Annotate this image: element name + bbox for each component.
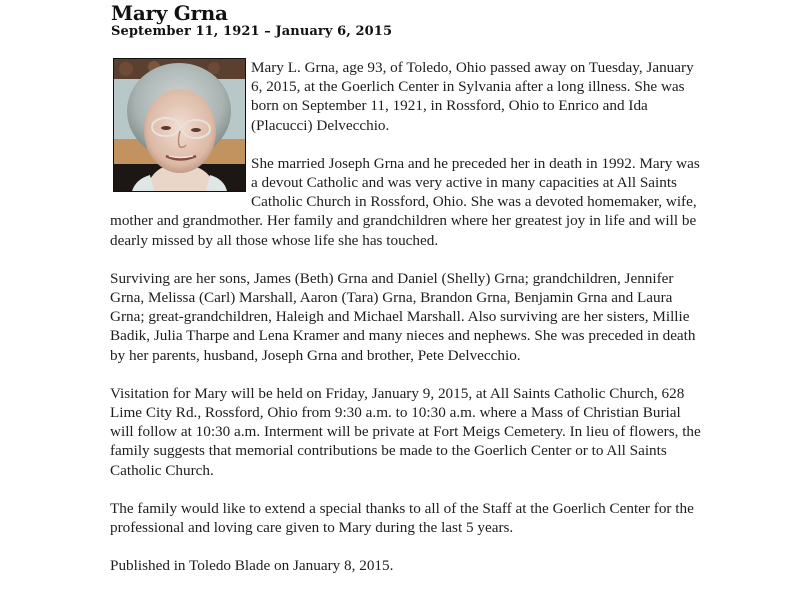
paragraph-biography: Mary L. Grna, age 93, of Toledo, Ohio passed away on Tuesday, January 6, 2015, at the Goerlich Center in Sylvania after a long illness. She was born on September 11, 1921, in Rossford, Ohio to Enrico and Ida (Placucci) Delvecchio. — [251, 59, 694, 134]
paragraph-visitation: Visitation for Mary will be held on Friday, January 9, 2015, at All Saints Catholic Church, 628 Lime City Rd., Rossford, Ohio from 9:30 a.m. to 10:30 a.m. where a Mass of Christian Burial will follow at 10:30 a.m. Interment will be private at Fort Meigs Cemetery. In lieu of flowers, the family suggests that memorial contributions be made to the Goerlich Center or to All Saints Catholic Church. — [110, 384, 701, 479]
paragraph-thanks: The family would like to extend a special thanks to all of the Staff at the Goerlich Center for the professional and loving care given to Mary during the last 5 years. — [110, 499, 694, 537]
obituary-body — [110, 58, 702, 575]
life-dates: September 11, 1921 – January 6, 2015 — [111, 24, 393, 39]
paragraph-survivors: Surviving are her sons, James (Beth) Grna and Daniel (Shelly) Grna; grandchildren, Jennifer Grna, Melissa (Carl) Marshall, Aaron (Tara) Grna, Brandon Grna, Benjamin Grna and Laura Grna; great-grandchildren, Haleigh and Michael Marshall. Also surviving are her sisters, Millie Badik, Julia Tharpe and Lena Kramer and many nieces and nephews. She was preceded in death by her parents, husband, Joseph Grna and brother, Pete Delvecchio. — [110, 269, 696, 364]
obituary-name: Mary Grna — [111, 1, 228, 25]
paragraph-marriage-faith: She married Joseph Grna and he preceded her in death in 1992. Mary was a devout Catholic and was very active in many capacities at All Saints Catholic Church in Rossford, Ohio. She was a devoted homemaker, wife, mother and grandmother. Her family and grandchildren where her greatest joy in life and will be dearly missed by all those whose life she has touched. — [110, 154, 700, 249]
publication-note: Published in Toledo Blade on January 8, 2015. — [110, 557, 394, 575]
portrait-photo-icon — [113, 58, 246, 192]
